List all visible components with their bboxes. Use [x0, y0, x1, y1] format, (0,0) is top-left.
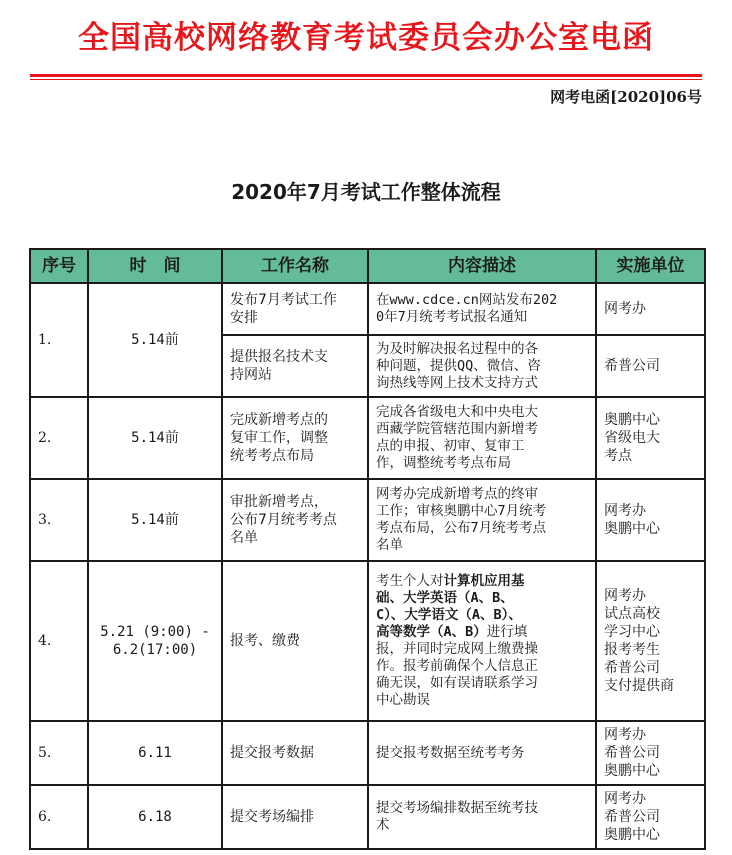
row-unit: 奥鹏中心 省级电大 考点 — [596, 397, 705, 479]
table-header-row — [30, 249, 705, 283]
row-number: 6. — [30, 785, 88, 849]
row-description: 完成各省级电大和中央电大 西藏学院管辖范围内新增考 点的申报、初审、复审工 作，调整统考考点布局 — [368, 397, 596, 479]
header-no: 序号 — [30, 249, 88, 283]
row-unit: 网考办 — [596, 283, 705, 335]
table-row — [30, 397, 705, 479]
row-number: 4. — [30, 561, 88, 721]
row-time: 6.18 — [88, 785, 222, 849]
row-unit: 网考办 希普公司 奥鹏中心 — [596, 785, 705, 849]
row-time: 5.21 (9:00) - 6.2(17:00) — [88, 561, 222, 721]
row-unit: 希普公司 — [596, 335, 705, 397]
row-task: 完成新增考点的 复审工作，调整 统考考点布局 — [222, 397, 368, 479]
section-title: 2020年7月考试工作整体流程 — [231, 180, 501, 204]
desc-bold-subjects: 计算机应用基 础、大学英语（A、B、 C）、大学语文（A、B）、 高等数学（A、B） — [376, 573, 525, 640]
header-unit: 实施单位 — [596, 249, 705, 283]
row-time: 5.14前 — [88, 283, 222, 397]
row-number: 5. — [30, 721, 88, 785]
row-description: 提交考场编排数据至统考技 术 — [368, 785, 596, 849]
header-task: 工作名称 — [222, 249, 368, 283]
letterhead-rule-thin — [30, 79, 702, 80]
desc-plain-1: 考生个人对 — [376, 573, 444, 589]
row-number: 2. — [30, 397, 88, 479]
row-task: 发布7月考试工作 安排 — [222, 283, 368, 335]
row-unit: 网考办 希普公司 奥鹏中心 — [596, 721, 705, 785]
row-task: 审批新增考点， 公布7月统考考点 名单 — [222, 479, 368, 561]
row-number: 3. — [30, 479, 88, 561]
row-task: 提交报考数据 — [222, 721, 368, 785]
row-unit: 网考办 试点高校 学习中心 报考考生 希普公司 支付提供商 — [596, 561, 705, 721]
row-task: 提交考场编排 — [222, 785, 368, 849]
row-unit: 网考办 奥鹏中心 — [596, 479, 705, 561]
table-row — [30, 721, 705, 785]
workflow-table — [29, 248, 706, 850]
row-number: 1. — [30, 283, 88, 397]
header-description: 内容描述 — [368, 249, 596, 283]
row-description — [368, 561, 596, 721]
letterhead-rule-thick — [30, 74, 702, 77]
header-time: 时 间 — [88, 249, 222, 283]
row-time: 6.11 — [88, 721, 222, 785]
table-row — [30, 283, 705, 335]
desc-plain-2: 进行填 报，并同时完成网上缴费操 作。报考前确保个人信息正 确无误，如有误请联系学习 中心勘误 — [376, 624, 538, 708]
letterhead-title: 全国高校网络教育考试委员会办公室电函 — [78, 20, 654, 56]
row-description: 为及时解决报名过程中的各 种问题，提供QQ、微信、咨 询热线等网上技术支持方式 — [368, 335, 596, 397]
row-time: 5.14前 — [88, 397, 222, 479]
row-task: 提供报名技术支 持网站 — [222, 335, 368, 397]
row-description: 在www.cdce.cn网站发布202 0年7月统考考试报名通知 — [368, 283, 596, 335]
table-row — [30, 479, 705, 561]
table-row — [30, 561, 705, 721]
table-row — [30, 785, 705, 849]
row-description: 网考办完成新增考点的终审 工作；审核奥鹏中心7月统考 考点布局，公布7月统考考点 名单 — [368, 479, 596, 561]
document-number: 网考电函[2020]06号 — [550, 88, 702, 106]
row-time: 5.14前 — [88, 479, 222, 561]
row-description: 提交报考数据至统考考务 — [368, 721, 596, 785]
row-task: 报考、缴费 — [222, 561, 368, 721]
